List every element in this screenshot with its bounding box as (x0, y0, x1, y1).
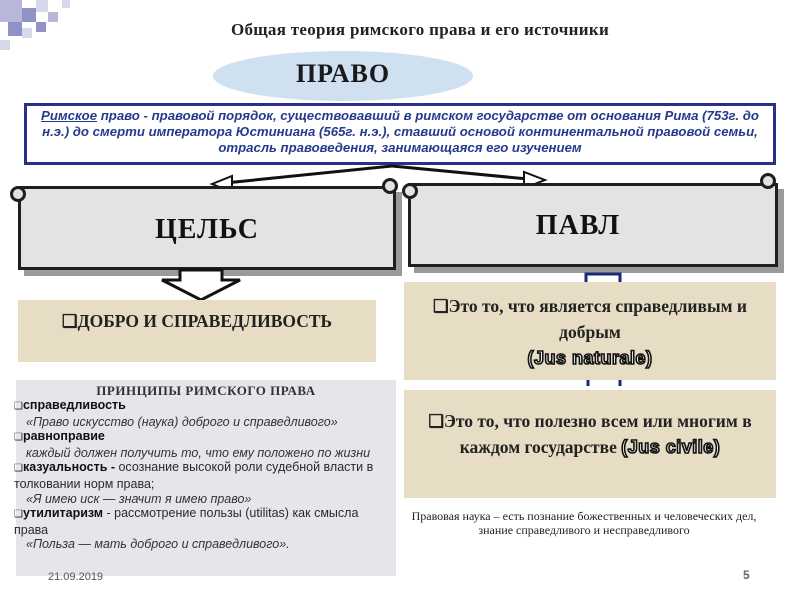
principles-list (14, 398, 394, 552)
slide-title: Общая теория римского права и его источники (230, 20, 610, 39)
jus-naturale-latin: (Jus naturale) (527, 348, 653, 368)
list-item (14, 398, 394, 429)
paulus-label: ПАВЛ (535, 210, 621, 241)
principle-quote: «Я имею иск — значит я имею право» (26, 491, 252, 506)
definition-term: Римское (41, 108, 98, 123)
principle-quote: каждый должен получить то, что ему положено по жизни (26, 445, 371, 460)
bullet-icon: ❑ (14, 509, 23, 521)
scroll-curl-icon (10, 186, 26, 202)
definition-body: право - правовой порядок, существовавший в римском государстве от основания Рима (753г. до н.э.) до смерти императора Юстиниана (565г. н.э.), ставший основой континентальной правовой семьи, отрасль правоведения, занимающаяся его изучением (42, 108, 759, 155)
scroll-curl-icon (760, 173, 776, 189)
scroll-curl-icon (382, 178, 398, 194)
scroll-curl-icon (402, 183, 418, 199)
pravo-heading: ПРАВО (295, 59, 391, 88)
principle-name: справедливость (22, 398, 126, 412)
list-item (14, 460, 394, 506)
list-item (14, 506, 394, 552)
bullet-icon: ❑ (14, 432, 23, 444)
down-arrow-icon (160, 268, 250, 302)
principle-name: казуальность - (22, 460, 119, 475)
jus-naturale-text (404, 293, 776, 371)
page-number: 5 (743, 568, 750, 582)
celsus-label: ЦЕЛЬС (155, 214, 259, 245)
principle-description: - рассмотрение пользы (utilitas) как смысла права (14, 506, 359, 537)
jus-naturale-description: ❑Это то, что является справедливым и добрым (432, 296, 747, 342)
principle-name: утилитаризм (22, 506, 104, 521)
principle-quote: «Право искусство (наука) доброго и справедливого» (26, 414, 338, 429)
principles-heading: ПРИНЦИПЫ РИМСКОГО ПРАВА (96, 383, 316, 398)
slide-date: 21.09.2019 (48, 571, 104, 583)
celsus-definition: ❑ДОБРО И СПРАВЕДЛИВОСТЬ (61, 311, 333, 331)
bullet-icon: ❑ (14, 463, 23, 475)
science-note: Правовая наука – есть познание божественных и человеческих дел, знание справедливого и несправедливого (411, 509, 757, 537)
jus-civile-description: ❑Это то, что полезно всем или многим в каждом государстве (428, 411, 752, 457)
jus-civile-text (414, 408, 766, 460)
principle-quote: «Польза — мать доброго и справедливого». (26, 537, 290, 552)
bullet-icon: ❑ (14, 401, 23, 412)
jus-civile-latin: (Jus civile) (621, 437, 721, 457)
principle-description: осознание высокой роли судебной власти в толковании норм права; (14, 460, 374, 491)
list-item (14, 429, 394, 460)
principle-name: равноправие (22, 429, 105, 444)
